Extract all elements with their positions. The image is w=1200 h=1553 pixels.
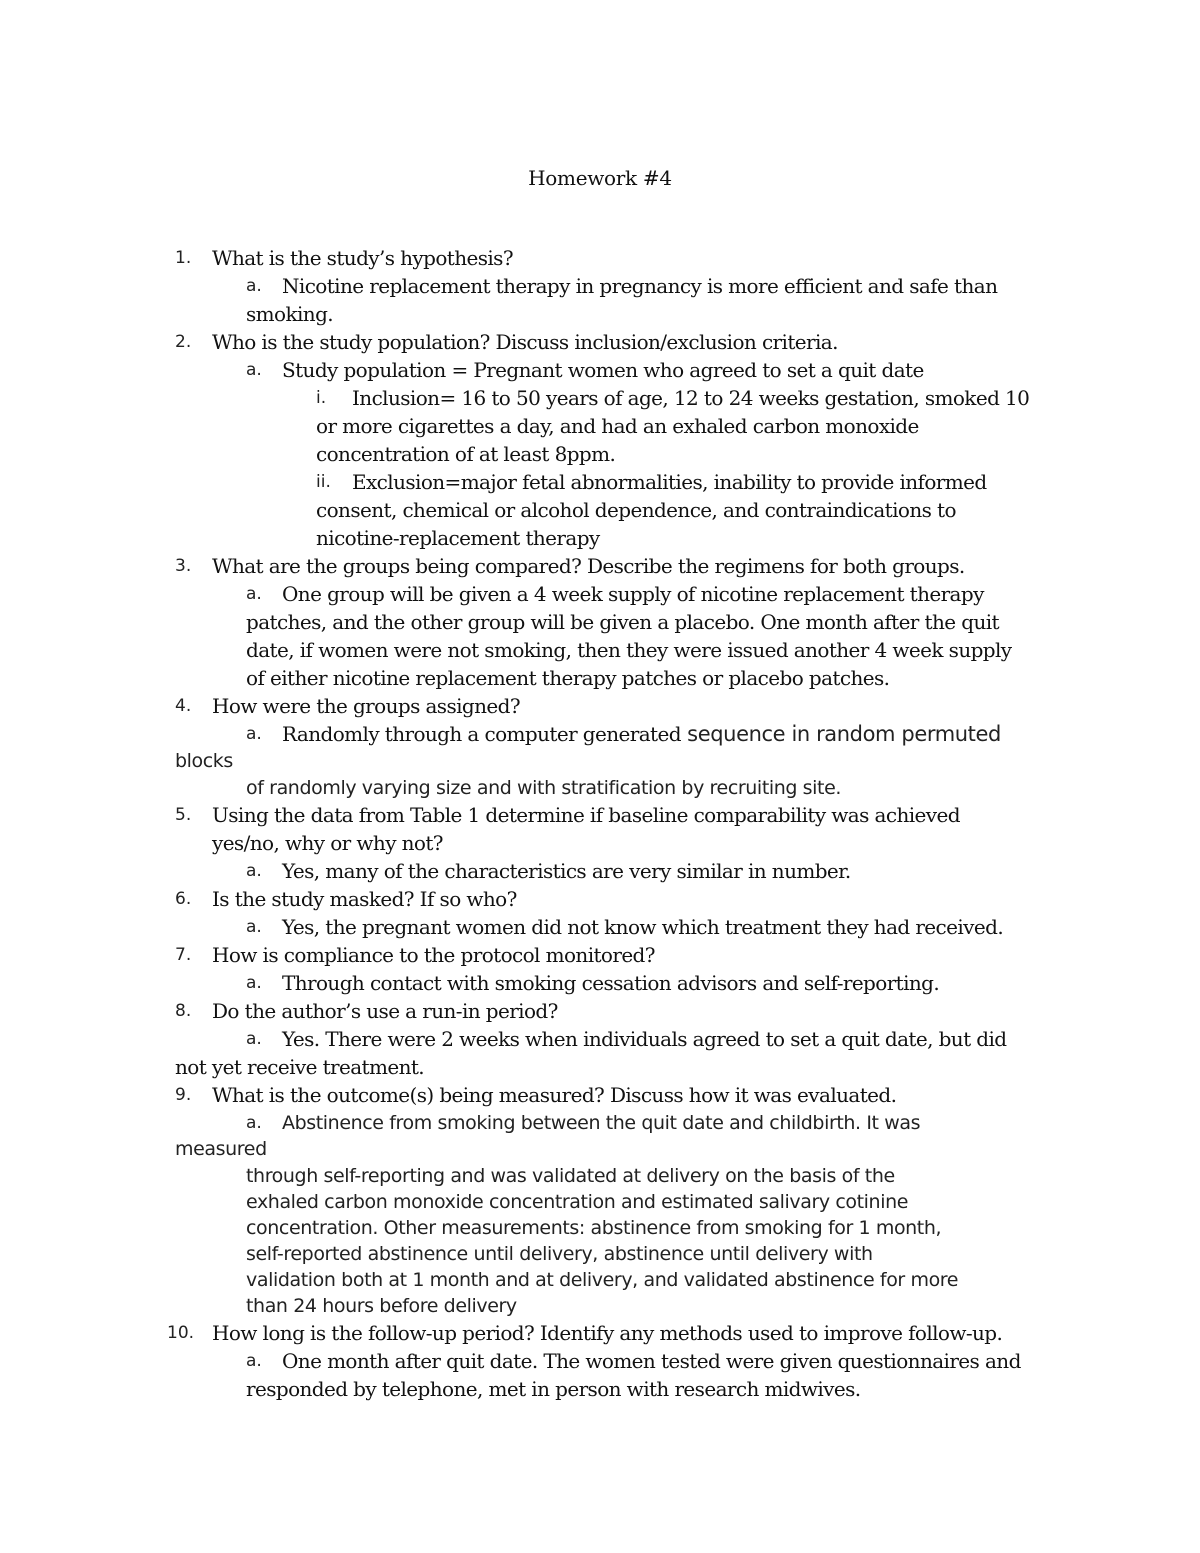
question-text: How were the groups assigned? [212, 694, 520, 718]
answer-letter: a. [246, 360, 262, 380]
answer-text: responded by telephone, met in person with research midwives. [246, 1377, 861, 1401]
answer-text: Nicotine replacement therapy in pregnancy is more efficient and safe than [282, 274, 998, 298]
answer-text: Through contact with smoking cessation advisors and self-reporting. [282, 971, 940, 995]
question-number: 1. [175, 248, 192, 268]
answer-text: Yes, the pregnant women did not know which treatment they had received. [282, 915, 1004, 939]
answer-text: self-reported abstinence until delivery, abstinence until delivery with [246, 1243, 873, 1265]
question-text: What is the study’s hypothesis? [212, 246, 513, 270]
answer-text: One month after quit date. The women tested were given questionnaires and [282, 1349, 1021, 1373]
answer-letter: a. [246, 276, 262, 296]
question-number: 5. [175, 805, 192, 825]
question-text: Do the author’s use a run-in period? [212, 999, 558, 1023]
answer-text: Randomly through a computer generated [282, 722, 681, 746]
answer-text: Abstinence from smoking between the quit date and childbirth. It was [282, 1112, 921, 1134]
answer-text: blocks [175, 750, 233, 772]
answer-text: of either nicotine replacement therapy patches or placebo patches. [246, 666, 890, 690]
question-number: 6. [175, 889, 192, 909]
question-text: yes/no, why or why not? [212, 831, 443, 855]
answer-text: Yes. There were 2 weeks when individuals agreed to set a quit date, but did [282, 1027, 1007, 1051]
answer-text: than 24 hours before delivery [246, 1295, 517, 1317]
answer-text: not yet receive treatment. [175, 1055, 425, 1079]
answer-text: smoking. [246, 302, 334, 326]
answer-text: through self-reporting and was validated at delivery on the basis of the [246, 1165, 895, 1187]
answer-text: Study population = Pregnant women who agreed to set a quit date [282, 358, 924, 382]
answer-letter: a. [246, 724, 262, 744]
answer-text: validation both at 1 month and at delivery, and validated abstinence for more [246, 1269, 959, 1291]
answer-text: patches, and the other group will be given a placebo. One month after the quit [246, 610, 999, 634]
answer-letter: a. [246, 861, 262, 881]
answer-text: measured [175, 1138, 267, 1160]
answer-text: concentration of at least 8ppm. [316, 442, 616, 466]
answer-text: concentration. Other measurements: abstinence from smoking for 1 month, [246, 1217, 942, 1239]
question-number: 4. [175, 696, 192, 716]
question-number: 3. [175, 556, 192, 576]
answer-text: Yes, many of the characteristics are very similar in number. [282, 859, 851, 883]
answer-text: Inclusion= 16 to 50 years of age, 12 to 24 weeks gestation, smoked 10 [352, 386, 1030, 410]
answer-letter: a. [246, 1351, 262, 1371]
document-title: Homework #4 [528, 166, 672, 190]
answer-letter: a. [246, 1113, 262, 1133]
answer-text: or more cigarettes a day, and had an exhaled carbon monoxide [316, 414, 919, 438]
answer-text: exhaled carbon monoxide concentration and estimated salivary cotinine [246, 1191, 909, 1213]
question-text: How long is the follow-up period? Identify any methods used to improve follow-up. [212, 1321, 1003, 1345]
answer-letter: a. [246, 973, 262, 993]
roman-numeral: ii. [316, 472, 331, 492]
answer-text: date, if women were not smoking, then they were issued another 4 week supply [246, 638, 1012, 662]
question-number: 2. [175, 332, 192, 352]
question-text: How is compliance to the protocol monitored? [212, 943, 655, 967]
question-text: Who is the study population? Discuss inclusion/exclusion criteria. [212, 330, 838, 354]
answer-letter: a. [246, 917, 262, 937]
question-number: 7. [175, 945, 192, 965]
question-number: 9. [175, 1085, 192, 1105]
answer-text: One group will be given a 4 week supply of nicotine replacement therapy [282, 582, 984, 606]
answer-text-group [282, 720, 1001, 748]
answer-text-sans: sequence in random permuted [680, 722, 1001, 746]
question-text: Is the study masked? If so who? [212, 887, 517, 911]
answer-letter: a. [246, 584, 262, 604]
question-number: 8. [175, 1001, 192, 1021]
answer-text: nicotine-replacement therapy [316, 526, 600, 550]
question-text: Using the data from Table 1 determine if baseline comparability was achieved [212, 803, 960, 827]
question-text: What are the groups being compared? Describe the regimens for both groups. [212, 554, 965, 578]
answer-text: consent, chemical or alcohol dependence, and contraindications to [316, 498, 956, 522]
answer-text: of randomly varying size and with stratification by recruiting site. [246, 777, 842, 799]
answer-letter: a. [246, 1029, 262, 1049]
answer-text: Exclusion=major fetal abnormalities, inability to provide informed [352, 470, 987, 494]
roman-numeral: i. [316, 388, 327, 408]
question-text: What is the outcome(s) being measured? Discuss how it was evaluated. [212, 1083, 897, 1107]
question-number: 10. [167, 1323, 195, 1343]
